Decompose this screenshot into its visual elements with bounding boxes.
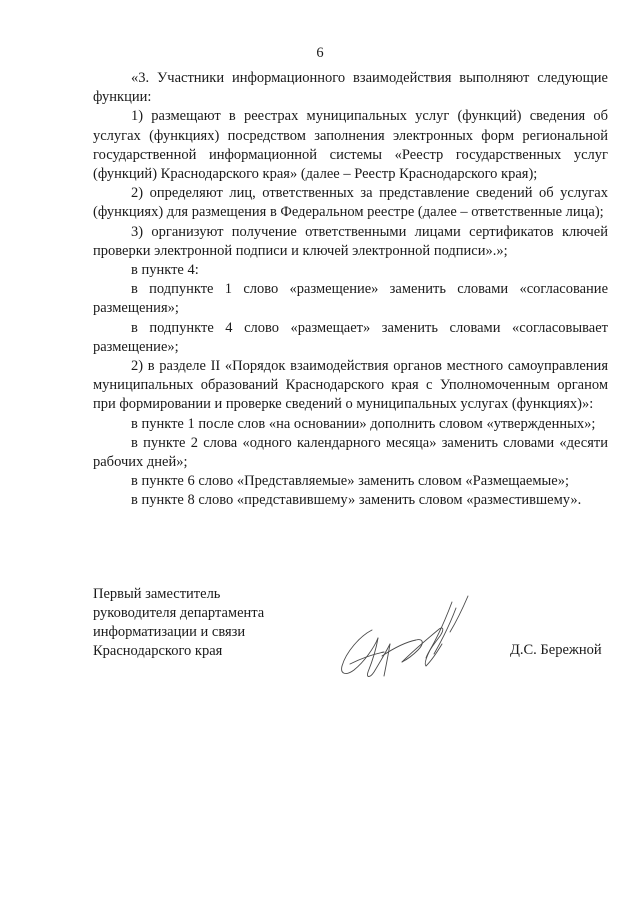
paragraph: в подпункте 1 слово «размещение» заменить словами «согласование размещения»; [93,281,608,317]
paragraph: 2) в разделе II «Порядок взаимодействия органов местного самоуправления муниципальных образований Краснодарского края с Уполномоченным органом при формировании и проверке сведений о муниципальных услугах (функциях)»: [93,358,608,413]
signer-title-line: Первый заместитель [93,586,221,602]
document-body [93,69,608,511]
paragraph: 3) организуют получение ответственными лицами сертификатов ключей проверки электронной подписи и ключей электронной подписи».»; [93,223,608,259]
handwritten-signature [332,578,482,688]
signer-title-line: руководителя департамента [93,605,265,621]
page-number: 6 [316,45,324,61]
paragraph: в пункте 6 слово «Представляемые» заменить словом «Размещаемые»; [131,473,569,490]
signer-name: Д.С. Бережной [510,642,602,658]
signer-title-line: Краснодарского края [93,643,223,659]
paragraph: в подпункте 4 слово «размещает» заменить словами «согласовывает размещение»; [93,319,608,355]
signer-title-line: информатизации и связи [93,624,246,640]
paragraph: в пункте 4: [131,262,199,279]
paragraph: «3. Участники информационного взаимодействия выполняют следующие функции: [93,70,608,106]
signer-title-block [93,585,264,661]
paragraph: 1) размещают в реестрах муниципальных услуг (функций) сведения об услугах (функциях) посредством заполнения электронных форм региональной государственной информационной системы «Реестр государственных услуг (функций) Краснодарского края» (далее – Реестр Краснодарского края); [93,108,608,183]
paragraph: в пункте 2 слова «одного календарного месяца» заменить словами «десяти рабочих дней»; [93,434,608,471]
paragraph: в пункте 1 после слов «на основании» дополнить словом «утвержденных»; [131,415,596,432]
paragraph: 2) определяют лиц, ответственных за представление сведений об услугах (функциях) для размещения в Федеральном реестре (далее – ответственные лица); [93,185,608,221]
paragraph: в пункте 8 слово «представившему» заменить словом «разместившему». [131,492,582,509]
